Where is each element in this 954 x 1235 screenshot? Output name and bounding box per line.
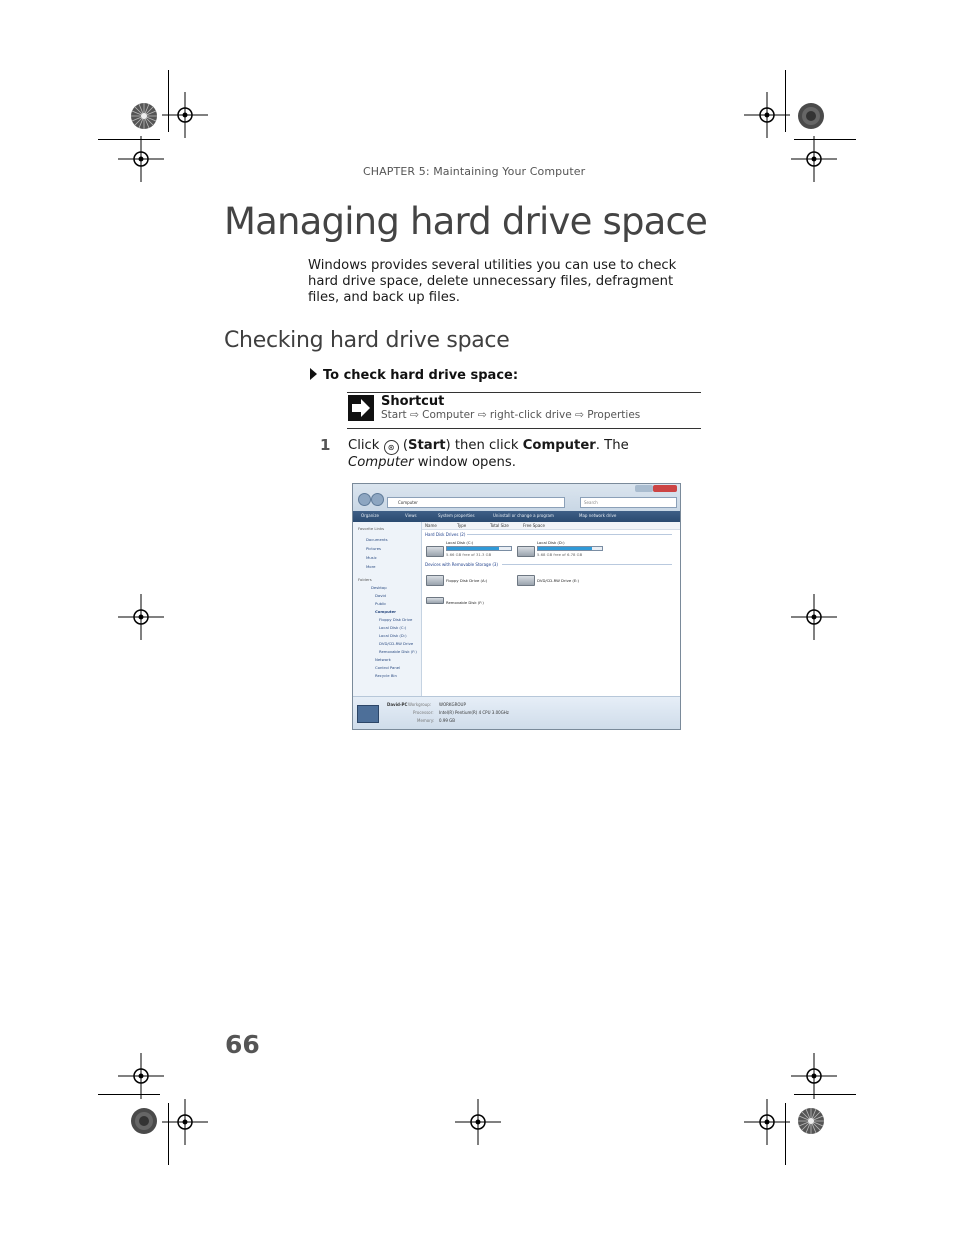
shortcut-step: Start (381, 409, 407, 421)
tree-item: Recycle Bin (375, 673, 397, 678)
start-label: Start (408, 438, 446, 453)
color-wheel-icon (797, 1107, 825, 1135)
nav-heading: Folders (358, 577, 372, 582)
removable-disk-icon (426, 597, 444, 604)
back-button-icon (358, 493, 371, 506)
tree-item: Control Panel (375, 665, 401, 670)
registration-target-icon (744, 1099, 790, 1145)
shortcut-arrow-icon: ⇨ (410, 409, 419, 421)
toolbar-item: System properties (438, 513, 475, 518)
computer-window-screenshot (352, 483, 681, 730)
detail-label: Processor: (413, 710, 434, 715)
tree-item: Removable Disk (F:) (379, 649, 417, 654)
nav-link: Documents (366, 537, 388, 542)
device-label: DVD/CD-RW Drive (E:) (537, 578, 580, 583)
tree-item: Floppy Disk Drive (379, 617, 413, 622)
detail-value: WORKGROUP (439, 702, 466, 707)
window-minmax-icon (635, 485, 653, 492)
detail-label: Memory: (417, 718, 435, 723)
computer-window-name: Computer (348, 455, 414, 470)
tree-item: Local Disk (C:) (379, 625, 407, 630)
registration-target-icon (791, 1053, 837, 1099)
window-toolbar (353, 511, 680, 522)
computer-label: Computer (522, 438, 596, 453)
details-pane (353, 696, 680, 730)
registration-target-icon (118, 1053, 164, 1099)
tree-item: David (375, 593, 386, 598)
device-label: Removable Disk (F:) (446, 600, 484, 605)
drive-usage-bar (537, 546, 603, 551)
shortcut-title: Shortcut (381, 394, 445, 409)
color-wheel-icon (797, 102, 825, 130)
toolbar-item: Uninstall or change a program (493, 513, 554, 518)
drive-usage-fill (538, 547, 592, 550)
detail-label: Workgroup: (408, 702, 432, 707)
running-head: CHAPTER 5: Maintaining Your Computer (363, 165, 586, 178)
step-text-part: Click (348, 438, 380, 453)
page-title: Managing hard drive space (224, 200, 708, 243)
column-headers (422, 522, 680, 530)
step-text-part: ) then click (445, 438, 519, 453)
column-header: Total Size (490, 523, 509, 528)
step-text-part: ( (402, 438, 408, 453)
dvd-drive-icon (517, 575, 535, 586)
shortcut-arrow-icon: ⇨ (477, 409, 487, 421)
drive-usage-bar (446, 546, 512, 551)
search-box (580, 497, 677, 508)
step-text-part: . The (595, 438, 629, 453)
navigation-pane (353, 522, 422, 696)
step-number: 1 (320, 436, 331, 454)
step-text (348, 438, 698, 471)
registration-target-icon (791, 136, 837, 182)
hard-drive-icon (517, 546, 535, 557)
search-placeholder: Search (584, 500, 598, 505)
tree-item: Network (375, 657, 391, 662)
detail-value: 0.99 GB (439, 718, 456, 723)
registration-target-icon (744, 92, 790, 138)
toolbar-item: Views (405, 513, 417, 518)
drive-free-space: 5.66 GB free of 31.3 GB (446, 552, 492, 557)
group-divider (467, 534, 672, 535)
toolbar-item: Organize (361, 513, 379, 518)
registration-target-icon (118, 594, 164, 640)
shortcut-arrow-icon: ⇨ (575, 409, 584, 421)
tree-item: Computer (375, 609, 397, 614)
computer-name: David-PC (387, 702, 408, 707)
group-divider (502, 564, 672, 565)
shortcut-arrow-icon (348, 395, 374, 421)
windows-start-icon: ⊛ (384, 440, 399, 455)
nav-link: More (366, 564, 376, 569)
shortcut-step: Properties (587, 409, 641, 421)
registration-target-icon (162, 92, 208, 138)
section-title: Checking hard drive space (224, 328, 510, 353)
page-number: 66 (225, 1030, 260, 1059)
color-wheel-icon (130, 1107, 158, 1135)
shortcut-step: Computer (422, 409, 475, 421)
device-label: Floppy Disk Drive (A:) (446, 578, 488, 583)
registration-target-icon (162, 1099, 208, 1145)
floppy-drive-icon (426, 575, 444, 586)
procedure-arrow-icon (310, 368, 317, 380)
column-header: Type (457, 523, 467, 528)
column-header: Name (425, 523, 437, 528)
window-close-icon (653, 485, 677, 492)
drive-free-space: 5.68 GB free of 6.78 GB (537, 552, 583, 557)
shortcut-step: right-click drive (489, 409, 572, 421)
nav-heading: Favorite Links (358, 526, 385, 531)
computer-icon (357, 705, 379, 723)
toolbar-item: Map network drive (579, 513, 617, 518)
tree-item: Local Disk (D:) (379, 633, 407, 638)
group-header: Devices with Removable Storage (3) (425, 562, 498, 567)
address-bar (387, 497, 565, 508)
hard-drive-icon (426, 546, 444, 557)
tree-item: DVD/CD-RW Drive (379, 641, 414, 646)
intro-paragraph: Windows provides several utilities you can use to check hard drive space, delete unnecessary files, defragment files, and back up files. (308, 258, 677, 305)
color-wheel-icon (130, 102, 158, 130)
step-text-part: window opens. (417, 455, 516, 470)
window-title-bar (353, 484, 680, 511)
shortcut-path (381, 409, 640, 421)
procedure-heading-text: To check hard drive space: (323, 368, 519, 383)
address-text: Computer (398, 500, 418, 505)
tree-item: Public (375, 601, 387, 606)
registration-target-icon (791, 594, 837, 640)
registration-target-icon (455, 1099, 501, 1145)
drive-label: Local Disk (D:) (537, 540, 565, 545)
detail-value: Intel(R) Pentium(R) 4 CPU 3.00GHz (439, 710, 509, 715)
content-pane (422, 522, 680, 696)
shortcut-box (347, 392, 701, 429)
procedure-heading (310, 368, 518, 383)
group-header: Hard Disk Drives (2) (425, 532, 466, 537)
forward-button-icon (371, 493, 384, 506)
drive-usage-fill (447, 547, 499, 550)
column-header: Free Space (523, 523, 545, 528)
nav-link: Pictures (366, 546, 382, 551)
drive-label: Local Disk (C:) (446, 540, 474, 545)
registration-target-icon (118, 136, 164, 182)
tree-item: Desktop (371, 585, 387, 590)
nav-link: Music (366, 555, 377, 560)
